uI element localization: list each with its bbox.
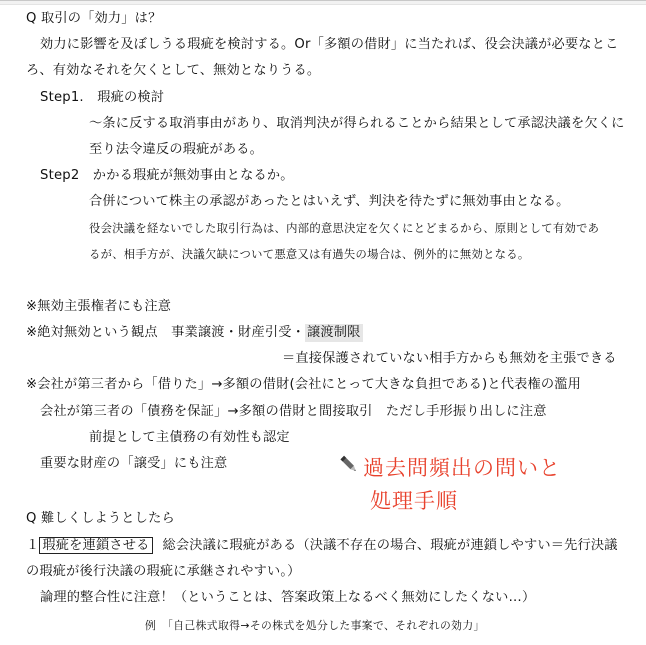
note-company-guarantee: 会社が第三者の「債務を保証」→多額の借財と間接取引 ただし手形振り出しに注意 xyxy=(40,404,547,419)
step1-heading: Step1. 瑕疵の検討 xyxy=(40,90,165,105)
step1-line-1: ～条に反する取消事由があり、取消判決が得られることから結果として承認決議を欠くに xyxy=(89,116,625,131)
callout-line-1 xyxy=(338,452,561,485)
note-main-debt-validity: 前提として主債務の有効性も認定 xyxy=(89,430,290,445)
step2-line-2: 役会決議を経ないでした取引行為は、内部的意思決定を欠くにとどまるから、原則として有効であ xyxy=(89,222,600,235)
note-absolute-invalidity xyxy=(26,324,363,342)
note-absolute-invalidity-continuation: ＝直接保護されていない相手方からも無効を主張できる xyxy=(282,351,617,366)
question-title-1: Q 取引の「効力」は？ xyxy=(26,11,162,26)
pencil-icon xyxy=(338,453,360,485)
q2-item-1 xyxy=(26,537,618,555)
paragraph-1-line-1: 効力に影響を及ぼしうる瑕疵を検討する。Or「多額の借財」に当たれば、役会決議が必要なとこ xyxy=(40,37,619,52)
note-absolute-invalidity-text: ※絶対無効という観点 事業譲渡・財産引受・ xyxy=(26,325,305,340)
question-title-2: Q 難しくしようとしたら xyxy=(26,511,175,526)
step2-heading: Step2 かかる瑕疵が無効事由となるか。 xyxy=(40,168,294,183)
callout-text-2: 処理手順 xyxy=(370,489,458,513)
q2-item-1-text: 総会決議に瑕疵がある（決議不存在の場合、瑕疵が連鎖しやすい＝先行決議 xyxy=(162,538,618,553)
handwritten-callout xyxy=(338,452,561,517)
note-company-borrowing: ※会社が第三者から「借りた」→多額の借財(会社にとって大きな負担である)と代表権の濫用 xyxy=(26,377,582,392)
q2-consistency-note: 論理的整合性に注意！（ということは、答案政策上なるべく無効にしたくない…） xyxy=(40,590,536,605)
step2-line-1: 合併について株主の承認があったとはいえず、判決を待たずに無効事由となる。 xyxy=(89,194,570,209)
step1-line-2: 至り法令違反の瑕疵がある。 xyxy=(89,142,264,157)
callout-text-1: 過去問頻出の問いと xyxy=(363,456,561,480)
q2-example: 例 「自己株式取得→その株式を処分した事案で、それぞれの効力」 xyxy=(145,619,485,632)
top-border xyxy=(0,0,646,5)
q2-item-1-number: １ xyxy=(26,538,40,553)
boxed-term-chain-defects: 瑕疵を連鎖させる xyxy=(39,537,152,554)
q2-item-1-line-2: の瑕疵が後行決議の瑕疵に承継されやすい。） xyxy=(26,564,301,579)
note-important-property: 重要な財産の「譲受」にも注意 xyxy=(40,456,228,471)
paragraph-1-line-2: ろ、有効なそれを欠くとして、無効となりうる。 xyxy=(26,63,321,78)
step2-line-3: るが、相手方が、決議欠缺について悪意又は有過失の場合は、例外的に無効となる。 xyxy=(89,248,530,261)
highlight-transfer-restriction: 譲渡制限 xyxy=(307,325,361,340)
note-invalidity-claimant: ※無効主張権者にも注意 xyxy=(26,299,172,314)
